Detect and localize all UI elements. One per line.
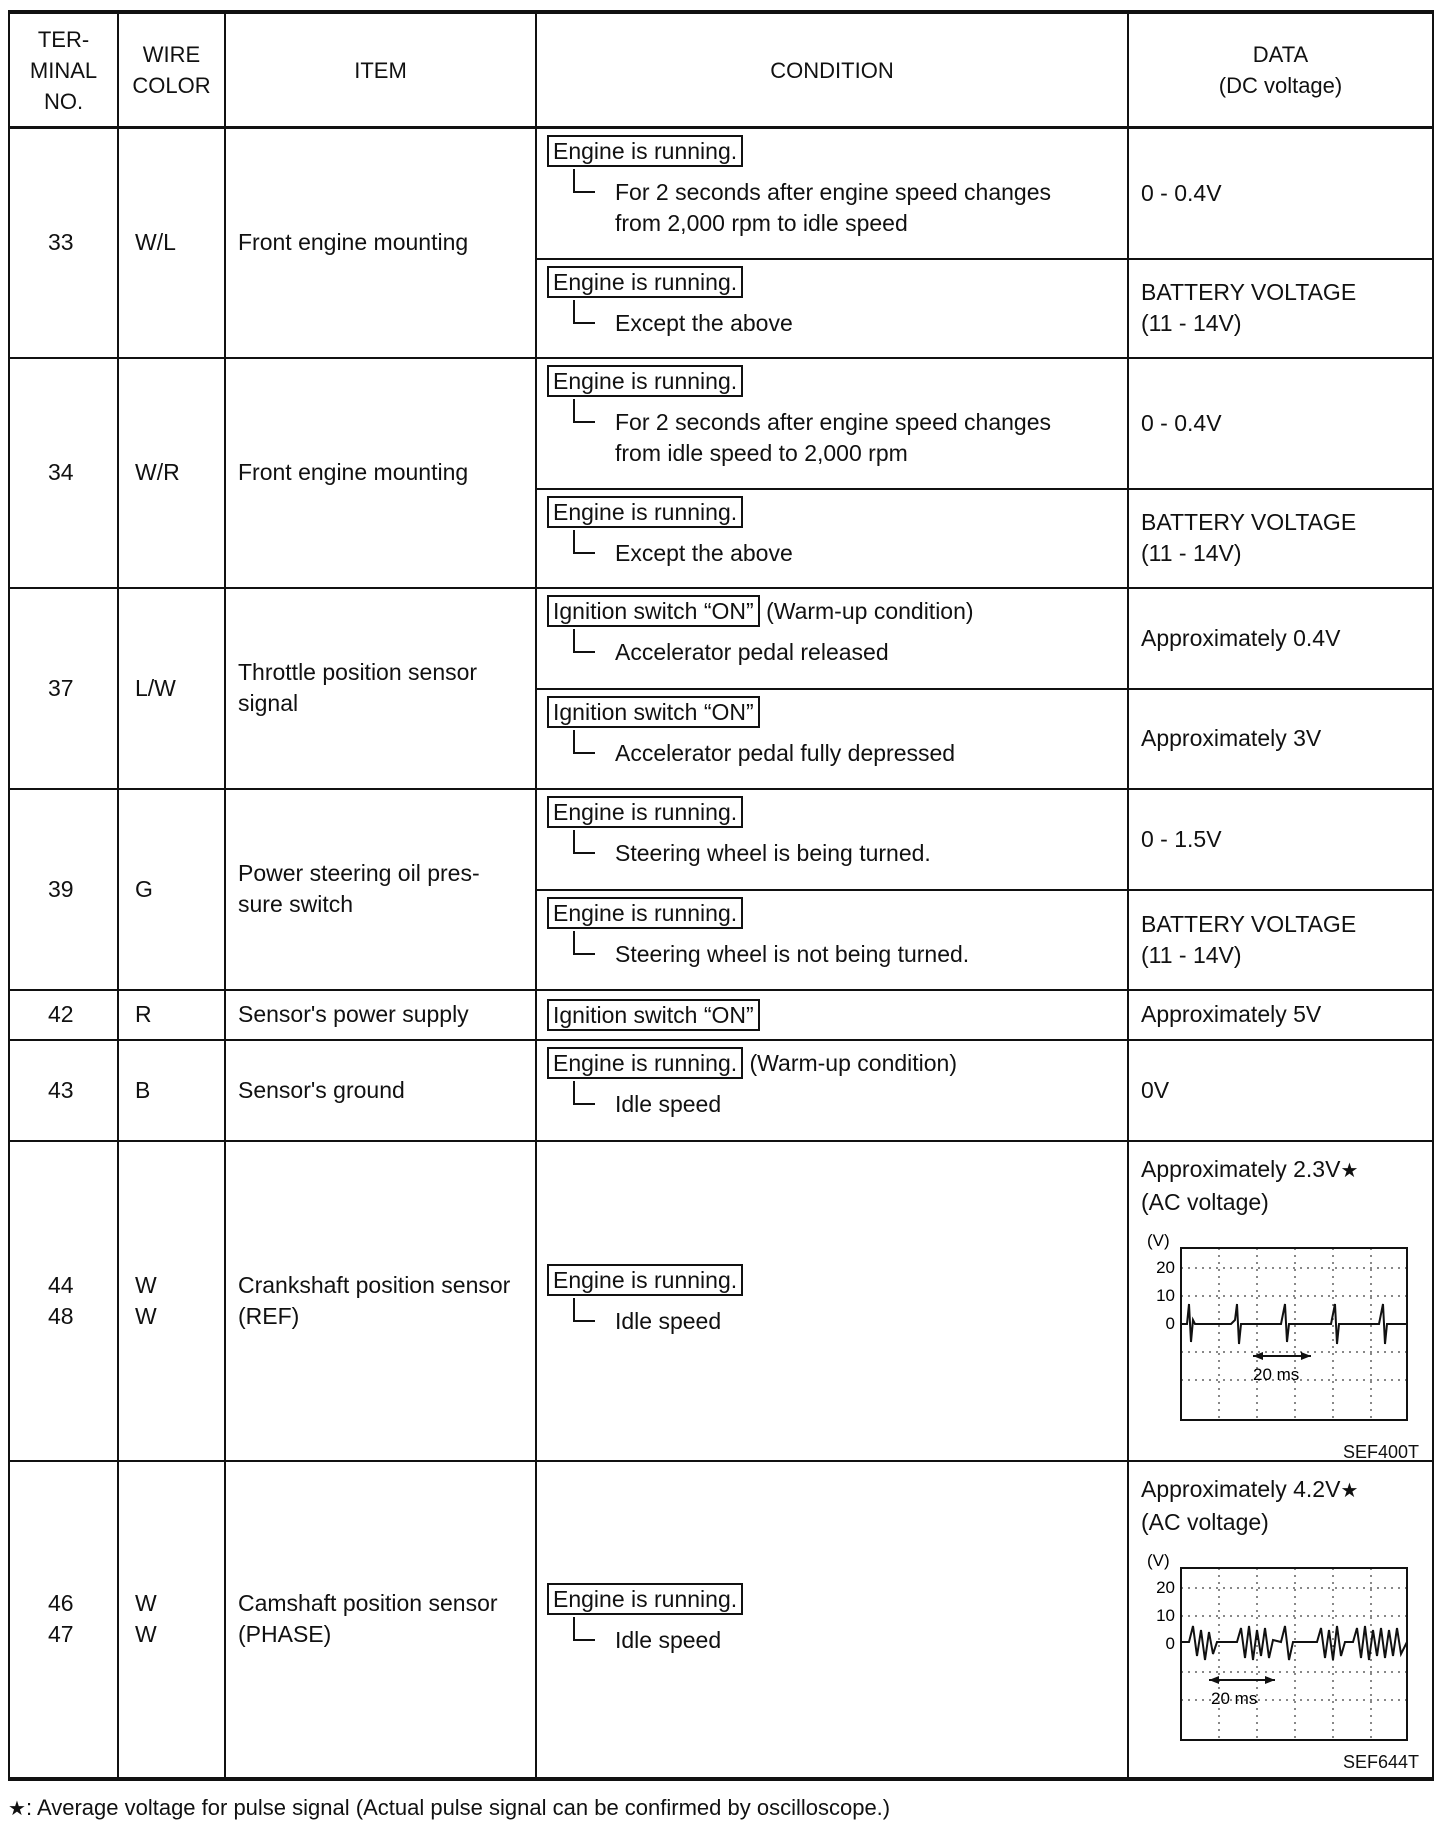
item-line: Camshaft position sensor [238, 1590, 498, 1616]
ecm-terminal-table [8, 10, 1434, 1781]
terminal-line: 44 [48, 1271, 74, 1298]
condition-cell [536, 128, 1128, 259]
wave-frame [1181, 1248, 1407, 1420]
wire-color [118, 1461, 225, 1779]
data-value: Approximately 3V [1128, 689, 1433, 789]
wire-line: W [135, 1590, 157, 1616]
wave-tick-label: 20 [1156, 1257, 1175, 1277]
condition-extra: (Warm-up condition) [749, 1049, 957, 1076]
condition-cell [536, 588, 1128, 689]
wire-line: W [135, 1271, 157, 1298]
wire-color: L/W [118, 588, 225, 789]
wave-trace [1181, 1304, 1407, 1344]
terminal-no [9, 1141, 118, 1461]
data-value [1128, 1461, 1433, 1779]
wire-color: G [118, 789, 225, 990]
terminal-no: 33 [9, 128, 118, 358]
table-row [9, 588, 1433, 689]
figure-code: SEF400T [1342, 1441, 1419, 1462]
data-value: 0 - 0.4V [1128, 358, 1433, 489]
condition-sub-line: For 2 seconds after engine speed changes [615, 179, 1052, 205]
terminal-no: 42 [9, 990, 118, 1040]
table-row [9, 990, 1433, 1040]
data-line: Approximately 2.3V [1141, 1155, 1341, 1182]
data-line: Approximately 4.2V [1141, 1475, 1341, 1502]
data-line: (11 - 14V) [1141, 540, 1242, 566]
wave-tick-label: 10 [1156, 1285, 1175, 1305]
footnote-text: : Average voltage for pulse signal (Actual pulse signal can be confirmed by oscilloscope.) [25, 1795, 891, 1820]
wave-grid [1181, 1248, 1407, 1420]
arrow-left-icon [1253, 1352, 1263, 1360]
condition-box: Ignition switch “ON” [547, 595, 760, 627]
table-row [9, 128, 1433, 259]
condition-cell [536, 789, 1128, 890]
condition-sub [547, 407, 1117, 469]
item-line: (REF) [238, 1302, 300, 1329]
waveform-figure [1141, 1224, 1421, 1462]
data-value: 0 - 1.5V [1128, 789, 1433, 890]
terminal-line: 47 [48, 1621, 74, 1647]
condition-cell [536, 1461, 1128, 1779]
wire-color: R [118, 990, 225, 1040]
header-data [1128, 12, 1433, 128]
condition-extra: (Warm-up condition) [766, 597, 974, 624]
item-line: Power steering oil pres- [238, 860, 480, 886]
terminal-line: 48 [48, 1302, 74, 1329]
arrow-right-icon [1265, 1676, 1275, 1684]
data-line: (AC voltage) [1141, 1508, 1269, 1535]
arrow-left-icon [1209, 1676, 1219, 1684]
condition-cell [536, 990, 1128, 1040]
item-name [225, 1461, 536, 1779]
data-line: BATTERY VOLTAGE [1141, 910, 1357, 937]
item-line: sure switch [238, 891, 354, 917]
star-icon: ★ [8, 1798, 26, 1820]
data-line: BATTERY VOLTAGE [1141, 509, 1357, 535]
star-icon: ★ [1340, 1479, 1359, 1502]
wire-line: W [135, 1302, 157, 1329]
condition-box: Engine is running. [547, 496, 743, 528]
terminal-table-page [8, 10, 1432, 1781]
camshaft-waveform [1141, 1544, 1421, 1754]
header-terminal [9, 12, 118, 128]
condition-sub: Idle speed [547, 1306, 1117, 1337]
wave-grid [1181, 1568, 1407, 1740]
condition-sub: Idle speed [547, 1089, 1117, 1120]
condition-sub: Accelerator pedal released [547, 637, 1117, 668]
wave-tick-label: 0 [1165, 1313, 1175, 1333]
condition-sub: Accelerator pedal fully depressed [547, 738, 1117, 769]
condition-cell [536, 1040, 1128, 1141]
terminal-no [9, 1461, 118, 1779]
data-value [1128, 259, 1433, 358]
condition-sub [547, 177, 1117, 239]
condition-cell [536, 259, 1128, 358]
wave-tick-label: 10 [1156, 1605, 1175, 1625]
table-row [9, 1141, 1433, 1461]
data-line: (11 - 14V) [1141, 310, 1242, 336]
wave-period-label: 20 ms [1253, 1364, 1300, 1384]
condition-sub: Idle speed [547, 1625, 1117, 1656]
condition-box: Engine is running. [547, 1047, 743, 1079]
item-line: (PHASE) [238, 1621, 332, 1647]
wire-color: W/R [118, 358, 225, 588]
data-value [1128, 1141, 1433, 1461]
table-row [9, 789, 1433, 890]
item-name [225, 789, 536, 990]
item-name: Front engine mounting [225, 358, 536, 588]
terminal-line: 46 [48, 1590, 74, 1616]
data-value: 0 - 0.4V [1128, 128, 1433, 259]
data-value: 0V [1128, 1040, 1433, 1141]
condition-cell [536, 1141, 1128, 1461]
wire-color: W/L [118, 128, 225, 358]
condition-sub-line: from 2,000 rpm to idle speed [615, 210, 908, 236]
header-item-text: ITEM [354, 57, 407, 83]
item-line: signal [238, 690, 299, 716]
arrow-right-icon [1301, 1352, 1311, 1360]
crankshaft-waveform [1141, 1224, 1421, 1444]
condition-box: Ignition switch “ON” [547, 696, 760, 728]
header-wire-color [118, 12, 225, 128]
header-terminal-text: TER- MINAL NO. [29, 26, 98, 114]
item-name [225, 588, 536, 789]
condition-sub-line: For 2 seconds after engine speed changes [615, 408, 1052, 435]
condition-cell [536, 489, 1128, 588]
figure-code: SEF644T [1342, 1751, 1419, 1772]
terminal-no: 34 [9, 358, 118, 588]
wave-unit: (V) [1147, 1550, 1170, 1570]
header-condition [536, 12, 1128, 128]
data-value: Approximately 5V [1128, 990, 1433, 1040]
wave-tick-label: 0 [1165, 1633, 1175, 1653]
header-wire-text: WIRE COLOR [132, 42, 211, 98]
condition-sub: Steering wheel is being turned. [547, 838, 1117, 869]
condition-cell [536, 689, 1128, 789]
condition-box: Engine is running. [547, 365, 743, 397]
star-icon: ★ [1340, 1159, 1359, 1182]
condition-box: Engine is running. [547, 897, 743, 929]
wire-color: B [118, 1040, 225, 1141]
item-line: Crankshaft position sensor [238, 1271, 511, 1298]
condition-sub: Except the above [547, 308, 1117, 339]
data-value [1128, 890, 1433, 990]
footnote [8, 1795, 890, 1821]
data-value: Approximately 0.4V [1128, 588, 1433, 689]
wave-unit: (V) [1147, 1230, 1170, 1250]
condition-cell [536, 890, 1128, 990]
terminal-no: 43 [9, 1040, 118, 1141]
item-name [225, 1141, 536, 1461]
header-item [225, 12, 536, 128]
wave-period-label: 20 ms [1211, 1688, 1258, 1708]
wave-frame [1181, 1568, 1407, 1740]
data-line: BATTERY VOLTAGE [1141, 279, 1357, 305]
condition-box: Engine is running. [547, 1264, 743, 1296]
table-row [9, 1040, 1433, 1141]
wire-color [118, 1141, 225, 1461]
header-condition-text: CONDITION [770, 57, 894, 83]
header-row [9, 12, 1433, 128]
item-name: Front engine mounting [225, 128, 536, 358]
condition-box: Engine is running. [547, 135, 743, 167]
condition-box: Engine is running. [547, 266, 743, 298]
condition-sub-line: from idle speed to 2,000 rpm [615, 439, 908, 466]
wire-line: W [135, 1621, 157, 1647]
data-value [1128, 489, 1433, 588]
wave-tick-label: 20 [1156, 1577, 1175, 1597]
waveform-figure [1141, 1544, 1421, 1772]
item-line: Throttle position sensor [238, 659, 478, 685]
wave-trace [1181, 1626, 1407, 1660]
header-data-text: DATA (DC voltage) [1218, 42, 1343, 98]
condition-cell [536, 358, 1128, 489]
item-name: Sensor's ground [225, 1040, 536, 1141]
data-line: (AC voltage) [1141, 1188, 1269, 1215]
data-line: (11 - 14V) [1141, 941, 1242, 968]
condition-sub: Except the above [547, 538, 1117, 569]
condition-sub: Steering wheel is not being turned. [547, 939, 1117, 970]
condition-box: Engine is running. [547, 796, 743, 828]
item-name: Sensor's power supply [225, 990, 536, 1040]
condition-box: Engine is running. [547, 1583, 743, 1615]
condition-box: Ignition switch “ON” [547, 999, 760, 1031]
table-row [9, 1461, 1433, 1779]
terminal-no: 37 [9, 588, 118, 789]
table-row [9, 358, 1433, 489]
terminal-no: 39 [9, 789, 118, 990]
